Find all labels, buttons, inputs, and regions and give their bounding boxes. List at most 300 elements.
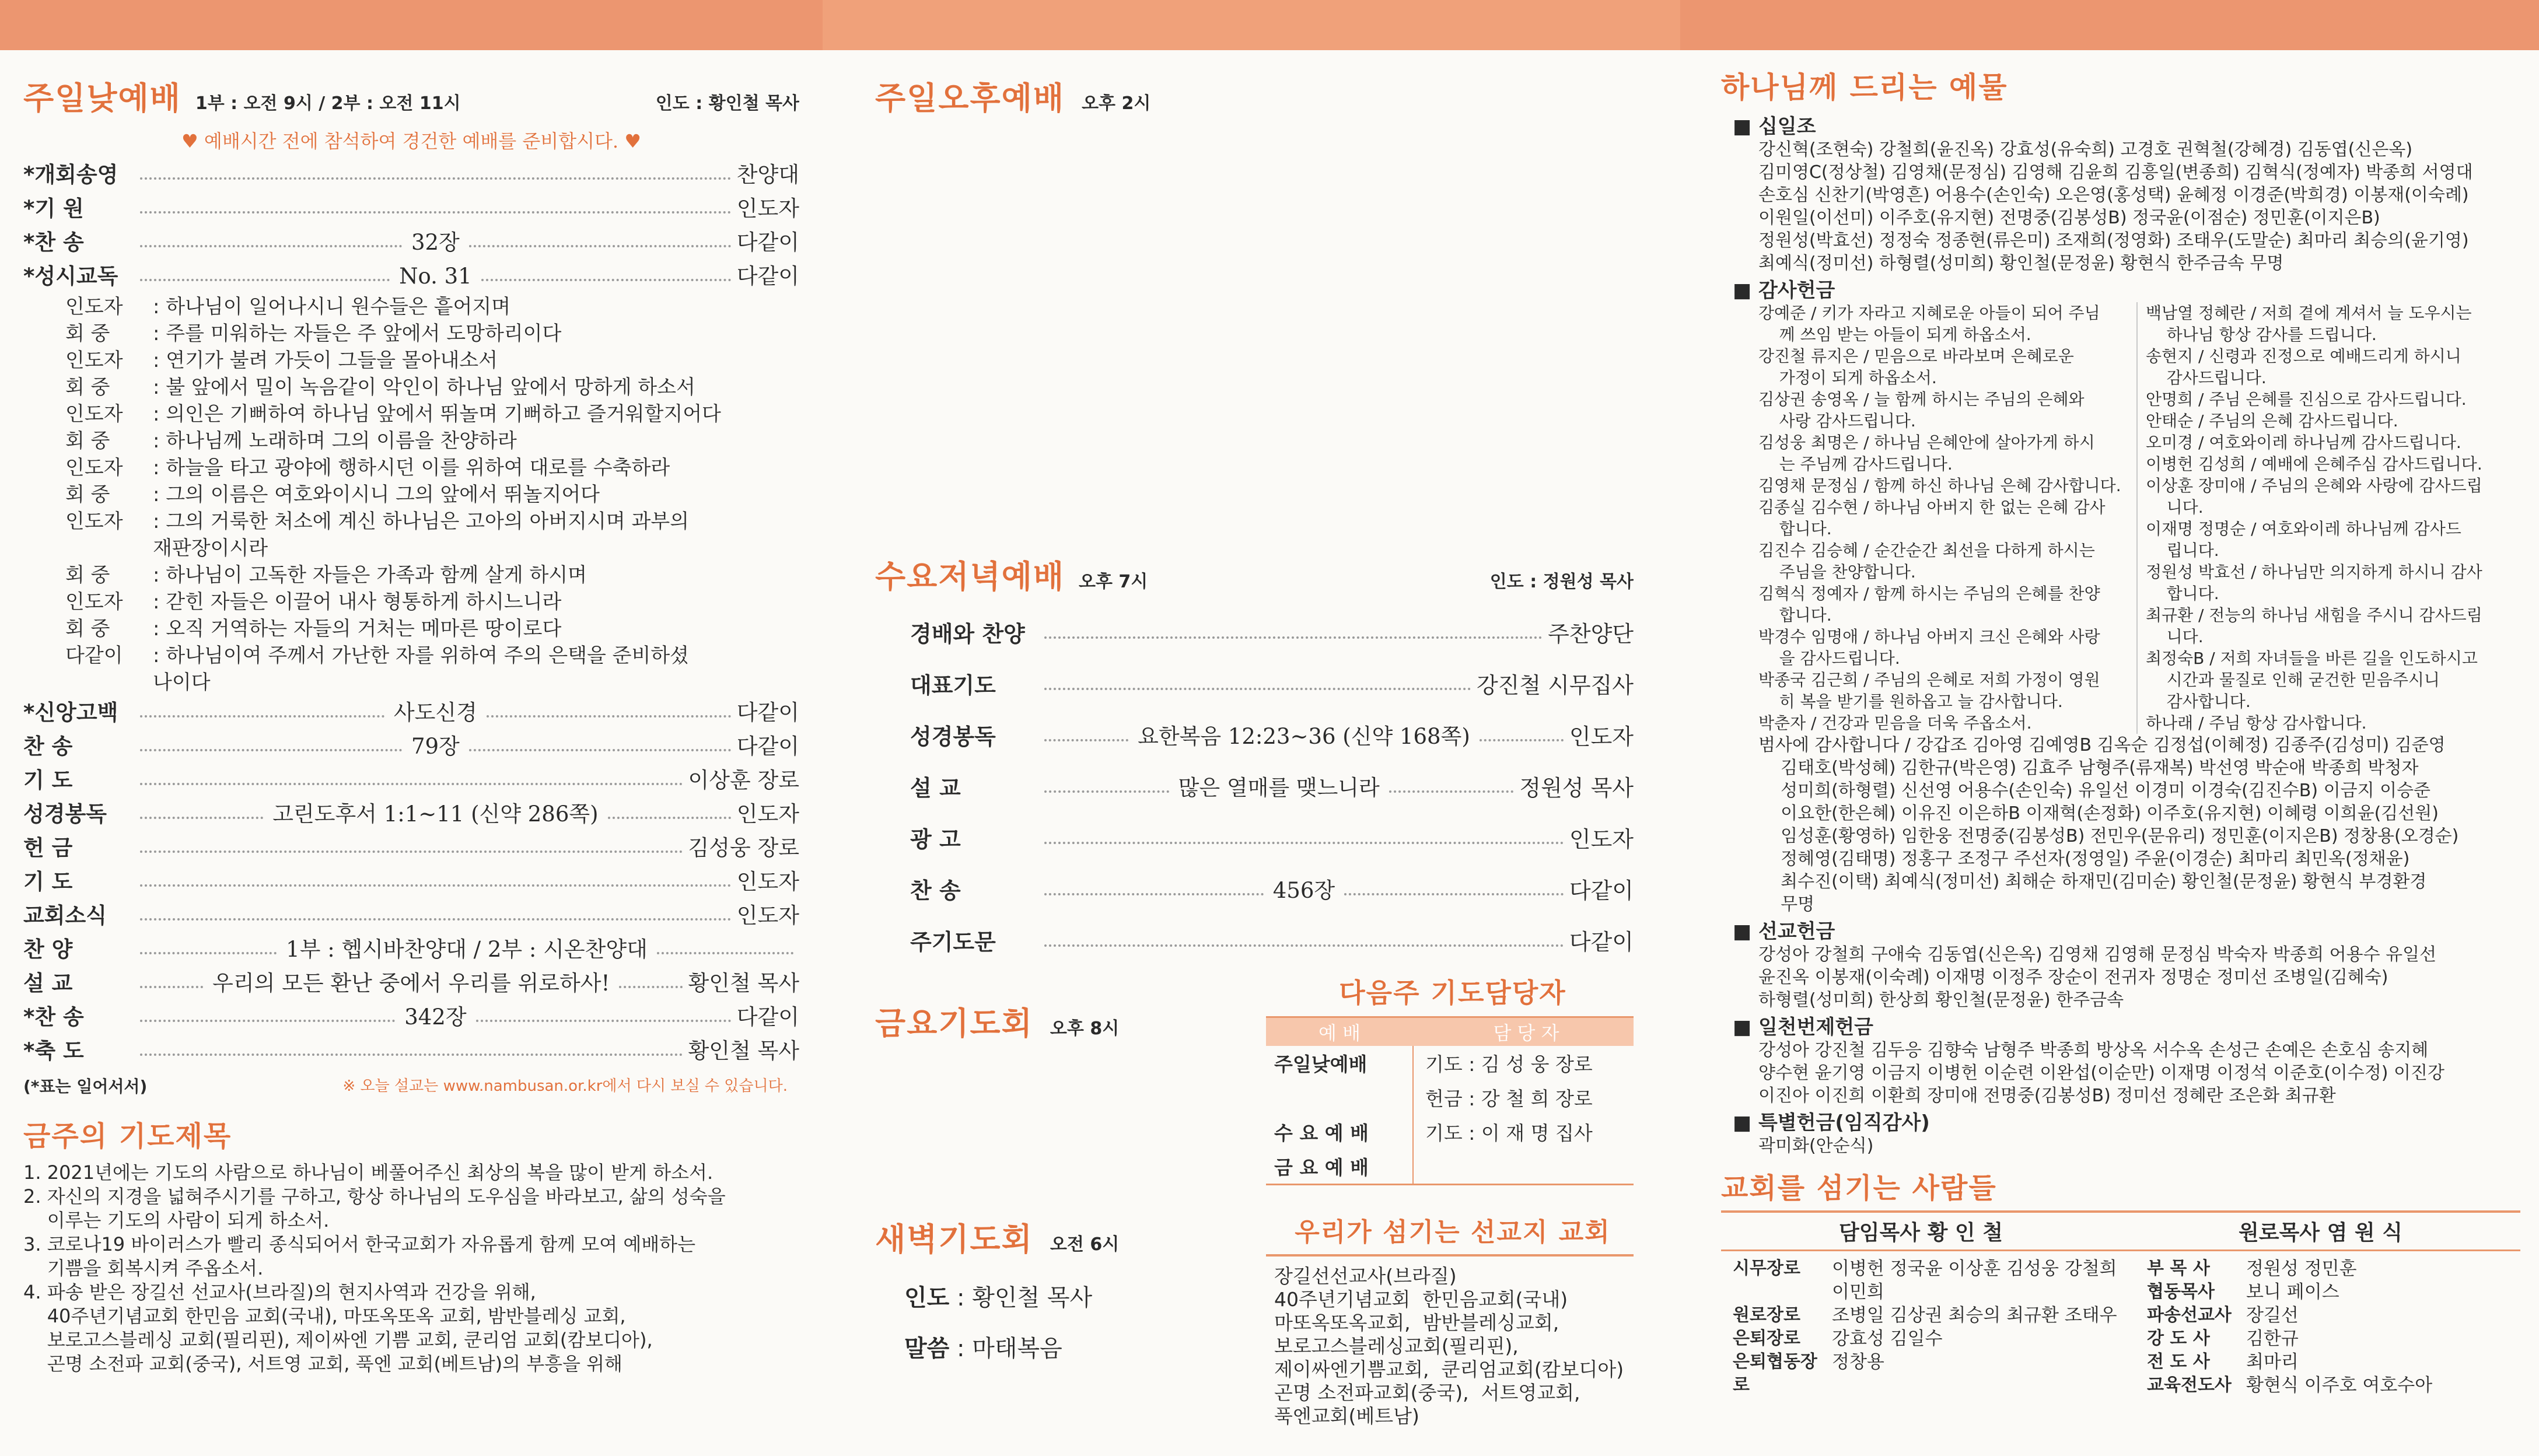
order-person: 이상훈 장로 [688, 768, 799, 793]
leader-dots [1044, 636, 1542, 639]
dawn-word [904, 1330, 1119, 1363]
responsive-line [65, 428, 799, 454]
staff-role: 은퇴장로 [1733, 1328, 1800, 1349]
staff-line [2147, 1280, 2520, 1304]
prayer-item: 40주년기념교회 한민음 교회(국내), 마또옥또옥 교회, 밤반블레싱 교회, [23, 1305, 626, 1327]
thanks-line: 을 감사드립니다. [1758, 649, 1900, 668]
staff-names: 강효성 김일수 [1832, 1328, 1943, 1349]
thanks-line: 이재명 정명순 / 여호와이레 하나님께 감사드 [2146, 519, 2461, 538]
onethousand-heading: ■ 일천번제헌금 [1733, 1016, 1874, 1039]
tithe-line: 손호심 신찬기(박영흔) 어용수(손인숙) 오은영(홍성택) 윤혜정 이경준(박희경) 이봉재(이숙례) [1758, 185, 2469, 205]
emeritus-pastor: 원로목사 염 원 식 [2121, 1213, 2520, 1251]
offerings-title: 하나님께 드리는 예물 [1721, 71, 2008, 104]
responsive-speaker: 회 중 [65, 322, 110, 345]
top-band-left [0, 0, 823, 50]
thanks-line: 송현지 / 신령과 진정으로 예배드리게 하시니 [2146, 346, 2461, 366]
order-label: 설 교 [910, 775, 961, 801]
responsive-text: : 그의 이름은 여호와이시니 그의 앞에서 뛰놀지어다 [153, 483, 600, 506]
leader-dots [140, 1020, 395, 1022]
responsive-speaker: 회 중 [65, 564, 110, 587]
next-duty-person: 헌금 : 강 철 희 장로 [1425, 1087, 1593, 1110]
next-duty-row [1266, 1115, 1634, 1149]
mission-offering-list [1758, 943, 2520, 1012]
leader-dots [140, 817, 263, 819]
wednesday-leader: 인도 : 정원성 목사 [1489, 572, 1634, 592]
thanks-general-line: 정혜영(김태명) 정홍구 조정구 주선자(정영일) 주윤(이경순) 최마리 최민옥(정채윤) [1758, 849, 2410, 869]
staff-names: 장길선 [2246, 1305, 2299, 1326]
leader-dots [140, 245, 402, 247]
thanks-general [1758, 734, 2520, 916]
order-row [910, 865, 1634, 916]
responsive-line [65, 454, 799, 481]
leader-dots [140, 884, 731, 887]
order-list-b [23, 696, 799, 1068]
order-person: 인도자 [1569, 724, 1634, 750]
responsive-line [65, 535, 799, 562]
leader-dots [1044, 944, 1564, 947]
responsive-speaker: 다같이 [65, 644, 123, 667]
responsive-speaker [65, 669, 153, 696]
next-duty-table [1266, 1016, 1634, 1185]
staff-role: 부 목 사 [2147, 1258, 2210, 1279]
order-content: 342장 [404, 1005, 467, 1030]
order-content: 79장 [411, 734, 460, 759]
order-row [910, 660, 1634, 711]
leader-dots [481, 279, 731, 281]
order-person: 다같이 [736, 264, 799, 289]
order-row [23, 192, 799, 226]
tithe-line: 강신혁(조현숙) 강철희(윤진옥) 강효성(유숙희) 고경호 권혁철(강혜경) 김동엽(신은옥) [1758, 139, 2413, 160]
staff-role: 강 도 사 [2147, 1328, 2210, 1349]
staff-names: 조병일 김상권 최승의 최규환 조태우 [1832, 1305, 2117, 1326]
staff-names: 이민희 [1832, 1282, 1884, 1303]
mission-offering-line: 하형렬(성미희) 한상희 황인철(문정윤) 한주금속 [1758, 990, 2124, 1010]
order-label: 찬 송 [23, 734, 73, 759]
thanks-line: 감사드립니다. [2146, 368, 2267, 387]
order-person: 인도자 [736, 196, 799, 221]
order-label: 헌 금 [23, 835, 73, 860]
order-content: 사도신경 [393, 700, 477, 725]
order-row [23, 831, 799, 865]
prayer-item: 4. 파송 받은 장길선 선교사(브라질)의 현지사역과 건강을 위해, [23, 1281, 536, 1303]
next-duty-row [1266, 1046, 1634, 1080]
sunday-leader: 인도 : 황인철 목사 [655, 93, 799, 114]
thanks-line: 최규환 / 전능의 하나님 새힘을 주시니 감사드림 [2146, 606, 2482, 625]
order-label: *기 원 [23, 196, 84, 221]
staff-names: 정창용 [1832, 1352, 1884, 1373]
thanks-left [1758, 302, 2138, 734]
thanks-line: 오미경 / 여호와이레 하나님께 감사드립니다. [2146, 433, 2461, 452]
mission-church: 40주년기념교회 한민음교회(국내) [1274, 1288, 1568, 1311]
order-row [23, 764, 799, 797]
responsive-text: : 하나님이 일어나시니 원수들은 흩어지며 [153, 295, 511, 318]
onethousand-line: 양수현 윤기영 이금지 이병헌 이순련 이완섭(이순만) 이재명 이정석 이준호(이수정) 이진강 [1758, 1063, 2444, 1083]
sunday-times: 1부 : 오전 9시 / 2부 : 오전 11시 [195, 93, 461, 114]
thanks-line: 김상권 송영옥 / 늘 함께 하시는 주님의 은혜와 [1758, 390, 2085, 409]
prayer-item: 3. 코로나19 바이러스가 빨리 종식되어서 한국교회가 자유롭게 함께 모여 예배하는 [23, 1233, 695, 1255]
staff-line [2147, 1257, 2520, 1280]
stand-note: (*표는 일어서서) [23, 1077, 148, 1096]
leader-dots [140, 715, 384, 718]
sunday-title: 주일낮예배 [23, 80, 181, 117]
responsive-line [65, 347, 799, 374]
order-content: 요한복음 12:23~36 (신약 168쪽) [1138, 724, 1470, 749]
order-row [23, 260, 799, 293]
order-row [910, 814, 1634, 865]
staff-line [1733, 1280, 2141, 1304]
leader-dots [657, 952, 793, 954]
leader-dots [1344, 893, 1564, 895]
thanks-line: 정원성 박효선 / 하나님만 의지하게 하시니 감사 [2146, 562, 2482, 582]
order-row [23, 1034, 799, 1068]
next-duty-h2: 담 당 자 [1413, 1017, 1634, 1046]
dawn-leader-label: 인도 [904, 1284, 950, 1311]
next-duty-service: 금 요 예 배 [1266, 1149, 1413, 1185]
special-line: 곽미화(안순식) [1758, 1136, 1874, 1156]
afternoon-header [875, 74, 1634, 118]
next-duty-row [1266, 1080, 1634, 1115]
mission-churches-list [1274, 1265, 1634, 1428]
order-label: 기 도 [23, 768, 73, 793]
order-person: 강진철 시무집사 [1476, 673, 1634, 698]
responsive-speaker: 인도자 [65, 510, 123, 533]
top-band [0, 0, 2539, 50]
order-content: 32장 [411, 230, 460, 255]
thanks-line: 박춘자 / 건강과 믿음을 더욱 주옵소서. [1758, 713, 2032, 733]
order-label: *성시교독 [23, 264, 118, 289]
mission-church: 곤명 소전파교회(중국), 서트영교회, [1274, 1381, 1580, 1404]
order-row [23, 967, 799, 1000]
onethousand-line: 강성아 강진철 김두응 김향숙 남형주 박종희 방상옥 서수옥 손성근 손예은 손호심 송지혜 [1758, 1040, 2429, 1060]
order-row [23, 933, 799, 967]
dawn-section [875, 1214, 1119, 1363]
tithe-line: 김미영C(정상철) 김영채(문정심) 김영해 김윤희 김흥일(변종희) 김혁식(정예자) 박종희 서영대 [1758, 162, 2473, 183]
order-row [23, 696, 799, 730]
staff-line [1733, 1257, 2141, 1280]
order-person: 다같이 [1569, 878, 1634, 904]
leader-dots [140, 749, 402, 751]
responsive-text: : 갇힌 자들은 이끌어 내사 형통하게 하시느니라 [153, 590, 562, 614]
thanks-right [2146, 302, 2507, 734]
sunday-notice: ♥ 예배시간 전에 참석하여 경건한 예배를 준비합시다. ♥ [181, 130, 641, 152]
thanks-two-col [1758, 302, 2520, 734]
next-duty-title: 다음주 기도담당자 [1339, 977, 1566, 1009]
mission-offering-heading: ■ 선교헌금 [1733, 920, 1835, 943]
thanks-line: 시간과 물질로 인해 굳건한 믿음주시니 [2146, 670, 2440, 690]
staff-line [2147, 1350, 2520, 1374]
responsive-text: : 불 앞에서 밀이 녹음같이 악인이 하나님 앞에서 망하게 하소서 [153, 376, 695, 399]
thanks-line: 니다. [2146, 627, 2204, 646]
wednesday-section [875, 552, 1634, 968]
order-label: 교회소식 [23, 903, 107, 928]
order-row [910, 762, 1634, 814]
order-person: 정원성 목사 [1519, 775, 1634, 801]
afternoon-title: 주일오후예배 [875, 80, 1065, 117]
tithe-heading: ■ 십일조 [1733, 115, 1816, 138]
staff-row [1721, 1257, 2520, 1397]
next-duty-service: 주일낮예배 [1266, 1046, 1413, 1080]
order-label: 성경봉독 [910, 724, 996, 750]
staff-role: 은퇴협동장로 [1733, 1352, 1817, 1395]
leader-dots [1480, 739, 1564, 741]
leader-dots [1044, 739, 1128, 741]
responsive-speaker: 인도자 [65, 590, 123, 614]
order-content: 우리의 모든 환난 중에서 우리를 위로하사! [212, 971, 610, 996]
thanks-general-line: 임성훈(황영하) 임한웅 전명중(김봉성B) 전민우(문유리) 정민훈(이지은B) 정창용(오경순) [1758, 826, 2459, 846]
thanks-general-line: 무명 [1758, 894, 1815, 915]
order-person: 황인철 목사 [688, 971, 799, 996]
prayer-topics-title: 금주의 기도제목 [23, 1120, 232, 1153]
responsive-speaker [65, 535, 153, 562]
prayer-item: 기쁨을 회복시켜 주옵소서. [23, 1257, 264, 1279]
order-content: 많은 열매를 맺느니라 [1178, 775, 1380, 800]
order-label: 주기도문 [910, 929, 996, 955]
dawn-time: 오전 6시 [1050, 1234, 1120, 1255]
wednesday-header [875, 552, 1634, 597]
order-label: 설 교 [23, 971, 73, 996]
staff-left [1721, 1257, 2141, 1397]
responsive-line [65, 508, 799, 535]
thanks-line: 하나래 / 주님 항상 감사합니다. [2146, 713, 2367, 733]
next-duty-service: 수 요 예 배 [1266, 1115, 1413, 1149]
leader-dots [1044, 893, 1264, 895]
responsive-speaker: 회 중 [65, 429, 110, 453]
staff-names: 이병헌 정국윤 이상훈 김성웅 강철희 [1832, 1258, 2117, 1279]
order-row [23, 226, 799, 260]
order-content: 고린도후서 1:1~11 (신약 286쪽) [272, 802, 599, 827]
order-label: 경배와 찬양 [910, 621, 1025, 647]
order-label: 찬 송 [910, 878, 961, 904]
order-person: 인도자 [736, 869, 799, 894]
leader-dots [619, 986, 682, 988]
thanks-line: 하나님 항상 감사를 드립니다. [2146, 325, 2377, 344]
senior-pastor: 담임목사 황 인 철 [1721, 1213, 2121, 1251]
thanks-line: 박경수 임명애 / 하나님 아버지 크신 은혜와 사랑 [1758, 627, 2100, 646]
mission-church: 제이싸엔기쁨교회, 쿤리엄교회(캄보디아) [1274, 1358, 1624, 1381]
thanks-line: 립니다. [2146, 541, 2219, 560]
responsive-text: : 하늘을 타고 광야에 행하시던 이를 위하여 대로를 수축하라 [153, 456, 670, 480]
order-person: 찬양대 [736, 162, 799, 187]
order-row [910, 916, 1634, 968]
staff-role: 전 도 사 [2147, 1352, 2210, 1372]
thanks-line: 김진수 김승혜 / 순간순간 최선을 다하게 하시는 [1758, 541, 2095, 560]
special-heading: ■ 특별헌금(임직감사) [1733, 1111, 1930, 1135]
thanks-line: 김성웅 최명은 / 하나님 은혜안에 살아가게 하시 [1758, 433, 2095, 452]
mission-churches [1266, 1211, 1634, 1428]
dawn-header [875, 1214, 1119, 1259]
leader-dots [1389, 790, 1514, 793]
thanks-line: 김혁식 정예자 / 함께 하시는 주님의 은혜를 찬양 [1758, 584, 2100, 603]
thanks-line: 합니다. [1758, 606, 1832, 625]
leader-dots [140, 952, 277, 954]
order-person: 인도자 [736, 903, 799, 928]
next-duty-header-row [1266, 1017, 1634, 1046]
order-person: 김성웅 장로 [688, 835, 799, 860]
staff-names: 김한규 [2246, 1328, 2299, 1349]
sunday-header [23, 74, 799, 118]
other-services-column [875, 50, 1634, 1456]
responsive-line [65, 481, 799, 508]
prayer-topics-list [23, 1161, 799, 1376]
responsive-line [65, 401, 799, 428]
thanks-line: 강예준 / 키가 자라고 지혜로운 아들이 되어 주님 [1758, 303, 2100, 323]
friday-header [875, 999, 1119, 1044]
order-label: *찬 송 [23, 230, 84, 255]
top-band-right [1680, 0, 2539, 50]
prayer-item: 이루는 기도의 사람이 되게 하소서. [23, 1209, 330, 1231]
responsive-text: : 의인은 기뻐하여 하나님 앞에서 뛰놀며 기뻐하고 즐거워할지어다 [153, 402, 721, 426]
order-content: 1부 : 헵시바찬양대 / 2부 : 시온찬양대 [286, 937, 648, 962]
order-person: 다같이 [736, 700, 799, 725]
responsive-speaker: 회 중 [65, 483, 110, 506]
thanks-line: 께 쓰임 받는 아들이 되게 하옵소서. [1758, 325, 2031, 344]
staff-line [1733, 1327, 2141, 1350]
order-row [910, 608, 1634, 660]
thanks-line: 강진철 류지은 / 믿음으로 바라보며 은혜로운 [1758, 346, 2074, 366]
prayer-item: 2. 자신의 지경을 넓혀주시기를 구하고, 항상 하나님의 도우심을 바라보고, 삶의 성숙을 [23, 1185, 726, 1208]
dawn-word-label: 말씀 [904, 1335, 950, 1362]
sunday-footer [23, 1074, 799, 1097]
thanks-line: 최정숙B / 저희 자녀들을 바른 길을 인도하시고 [2146, 649, 2478, 668]
order-row [23, 899, 799, 933]
thanks-line: 이상훈 장미애 / 주님의 은혜와 사랑에 감사드립 [2146, 476, 2482, 495]
order-row [910, 711, 1634, 762]
thanks-general-line: 최수진(이택) 최예식(정미선) 최해순 하재민(김미순) 황인철(문정윤) 황현식 부경환경 [1758, 872, 2427, 892]
staff-line [1733, 1350, 2141, 1397]
responsive-line [65, 374, 799, 401]
tithe-list [1758, 138, 2520, 275]
thanks-heading: ■ 감사헌금 [1733, 279, 1835, 302]
thanks-line: 박종국 김근희 / 주님의 은혜로 저희 가정이 영원 [1758, 670, 2100, 690]
staff-names: 최마리 [2246, 1352, 2299, 1373]
next-duty-h1: 예 배 [1266, 1017, 1413, 1046]
leader-dots [1044, 688, 1471, 690]
mission-offering-line: 윤진옥 이봉재(이숙례) 이재명 이정주 장순이 전귀자 정명순 정미선 조병일(김혜숙) [1758, 967, 2388, 988]
thanks-line: 사랑 감사드립니다. [1758, 411, 1916, 430]
responsive-speaker: 인도자 [65, 295, 123, 318]
responsive-speaker: 인도자 [65, 456, 123, 480]
staff-names: 보니 페이스 [2246, 1282, 2339, 1303]
staff-role: 시무장로 [1733, 1258, 1800, 1279]
responsive-speaker: 회 중 [65, 376, 110, 399]
dawn-word-value: : 마태복음 [957, 1335, 1062, 1362]
leader-dots [608, 817, 731, 819]
thanks-line: 안명희 / 주님 은혜를 진심으로 감사드립니다. [2146, 390, 2467, 409]
order-person: 주찬양단 [1548, 621, 1634, 647]
next-duty-row [1266, 1149, 1634, 1185]
order-row [23, 730, 799, 764]
thanks-line: 주님을 찬양합니다. [1758, 562, 1916, 582]
leader-dots [140, 986, 203, 988]
thanks-line: 김종실 김수현 / 하나님 아버지 한 없는 은혜 감사 [1758, 498, 2106, 517]
wednesday-title: 수요저녁예배 [875, 558, 1065, 595]
staff-line [2147, 1327, 2520, 1350]
onethousand-line: 이진아 이진희 이환희 장미애 전명중(김봉성B) 정미선 정혜란 조은화 최규환 [1758, 1086, 2336, 1106]
staff-line [2147, 1304, 2520, 1327]
staff-names: 정원성 정민훈 [2246, 1258, 2357, 1279]
staff-line [1733, 1304, 2141, 1327]
thanks-line: 이병헌 김성희 / 예배에 은혜주심 감사드립니다. [2146, 454, 2482, 474]
thanks-line: 가정이 되게 하옵소서. [1758, 368, 1937, 387]
leader-dots [140, 177, 731, 180]
offerings-column [1721, 50, 2520, 1456]
order-label: *개회송영 [23, 162, 118, 187]
staff-line [2147, 1374, 2520, 1397]
order-content: No. 31 [399, 264, 472, 289]
next-duty-person: 기도 : 김 성 웅 장로 [1425, 1053, 1593, 1076]
mission-church: 장길선선교사(브라질) [1274, 1265, 1457, 1287]
leader-dots [140, 211, 731, 214]
offerings-body [1733, 116, 2520, 1157]
thanks-general-line: 김태호(박성혜) 김한규(박은영) 김효주 남형주(류재복) 박선영 박순애 박종희 박청자 [1758, 758, 2419, 778]
thanks-line: 감사합니다. [2146, 692, 2251, 711]
responsive-line [65, 562, 799, 589]
special-list [1758, 1135, 2520, 1157]
responsive-text: 재판장이시라 [153, 537, 268, 560]
tithe-line: 최예식(정미선) 하형렬(성미희) 황인철(문정윤) 황현식 한주금속 무명 [1758, 253, 2284, 274]
order-list-a [23, 158, 799, 293]
mission-church: 마또옥또옥교회, 밤반블레싱교회, [1274, 1311, 1559, 1334]
dawn-title: 새벽기도회 [875, 1221, 1033, 1258]
order-person: 다같이 [736, 230, 799, 255]
leader-dots [469, 245, 731, 247]
thanks-general-line: 이요한(한은혜) 이유진 이은하B 이재혁(손정화) 이주호(유지현) 이혜령 이희윤(김선원) [1758, 803, 2439, 824]
leader-dots [140, 783, 683, 785]
responsive-line [65, 293, 799, 320]
order-label: *축 도 [23, 1038, 84, 1063]
thanks-general-line: 성미희(하형렬) 신선영 어용수(손인숙) 유일선 이경미 이경숙(김진수B) 이금지 이승준 [1758, 780, 2431, 801]
people-title: 교회를 섬기는 사람들 [1721, 1172, 1997, 1205]
staff-role: 협동목사 [2147, 1282, 2215, 1302]
mission-churches-title: 우리가 섬기는 선교지 교회 [1266, 1211, 1634, 1256]
thanks-line: 니다. [2146, 498, 2204, 517]
staff-role: 파송선교사 [2147, 1305, 2232, 1325]
wednesday-time: 오후 7시 [1078, 572, 1148, 592]
staff-right [2141, 1257, 2520, 1397]
prayer-item: 곤명 소전파 교회(중국), 서트영 교회, 푹엔 교회(베트남)의 부흥을 위해 [23, 1353, 622, 1375]
thanks-line: 히 복을 받기를 원하옵고 늘 감사합니다. [1758, 692, 2063, 711]
order-label: 기 도 [23, 869, 73, 894]
responsive-text: : 하나님께 노래하며 그의 이름을 찬양하라 [153, 429, 517, 453]
pastors-row [1721, 1210, 2520, 1251]
responsive-line [65, 320, 799, 347]
responsive-text: : 하나님이여 주께서 가난한 자를 위하여 주의 은택을 준비하셨 [153, 644, 690, 667]
order-person: 다같이 [736, 734, 799, 759]
next-prayer-duty [1266, 972, 1634, 1185]
responsive-text: : 하나님이 고독한 자들은 가족과 함께 살게 하시며 [153, 564, 587, 587]
order-person: 황인철 목사 [688, 1038, 799, 1063]
responsive-text: : 주를 미워하는 자들은 주 앞에서 도망하리이다 [153, 322, 562, 345]
sermon-replay-note: ※ 오늘 설교는 www.nambusan.or.kr에서 다시 보실 수 있습니다. [342, 1077, 788, 1095]
prayer-item: 1. 2021년에는 기도의 사람으로 하나님이 베풀어주신 최상의 복을 많이 받게 하소서. [23, 1161, 714, 1184]
onethousand-list [1758, 1039, 2520, 1107]
responsive-text: : 그의 거룩한 처소에 계신 하나님은 고아의 아버지시며 과부의 [153, 510, 690, 533]
order-row [23, 865, 799, 899]
order-label: *찬 송 [23, 1005, 84, 1030]
thanks-line: 합니다. [1758, 519, 1832, 538]
order-label: *신앙고백 [23, 700, 118, 725]
thanks-line: 합니다. [2146, 584, 2219, 603]
leader-dots [140, 850, 683, 853]
order-row [23, 1000, 799, 1034]
staff-role [1733, 1280, 1832, 1304]
order-content: 456장 [1272, 878, 1335, 903]
afternoon-time: 오후 2시 [1082, 93, 1151, 114]
friday-time: 오후 8시 [1050, 1019, 1120, 1039]
next-duty-person: 기도 : 이 재 명 집사 [1425, 1122, 1593, 1144]
mission-church: 푹엔교회(베트남) [1274, 1405, 1419, 1427]
leader-dots [1044, 790, 1169, 793]
